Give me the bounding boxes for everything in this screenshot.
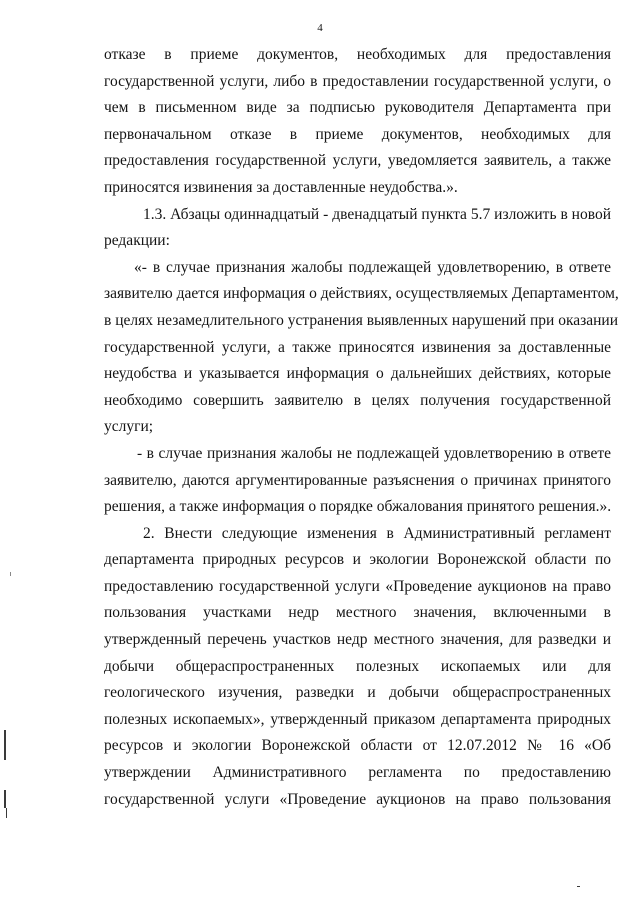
text-line: добычи общераспространенных полезных ископаемых или для [104,657,611,675]
scan-artifact [4,790,6,808]
paragraph-1-3-start: 1.3. Абзацы одиннадцатый - двенадцатый пункта 5.7 изложить в новой [143,205,611,223]
document-body [104,42,619,813]
text-line: предоставления государственной услуги, уведомляется заявитель, а также [104,152,611,170]
text-line: пользования участками недр местного значения, включенными в [104,604,611,622]
text-line: необходимо совершить заявителю в целях получения государственной [104,391,611,409]
text-line: приносятся извинения за доставленные неудобства.». [104,178,458,196]
page-number: 4 [317,22,323,34]
text-line: первоначальном отказе в приеме документов, необходимых для [104,125,611,143]
text-line: отказе в приеме документов, необходимых для предоставления [104,46,611,63]
text-line: полезных ископаемых», утвержденный приказом департамента природных [104,710,611,728]
text-line: утвержденный перечень участков недр местного значения, для разведки и [104,631,611,649]
text-line: предоставлению государственной услуги «Проведение аукционов на право [104,577,611,595]
text-line: решения, а также информация о порядке обжалования принятого решения.». [104,498,612,516]
text-line: заявителю дается информация о действиях, осуществляемых Департаментом, [104,285,619,303]
text-line: государственной услуги, а также приносятся извинения за доставленные [104,338,611,356]
text-line: государственной услуги, либо в предоставлении государственной услуги, о [104,72,611,90]
scan-artifact [10,572,11,576]
text-line: геологического изучения, разведки и добычи общераспространенных [104,684,611,702]
text-line: государственной услуги «Проведение аукционов на право пользования [104,790,611,808]
text-line: в целях незамедлительного устранения выявленных нарушений при оказании [104,311,619,329]
text-line: чем в письменном виде за подписью руководителя Департамента при [104,99,611,117]
scan-artifact [4,730,6,760]
text-line: редакции: [104,232,170,250]
quote-paragraph-start: «- в случае признания жалобы подлежащей удовлетворению, в ответе [134,258,611,276]
text-line: неудобства и указывается информация о дальнейших действиях, которые [104,365,611,383]
text-line: утверждении Административного регламента по предоставлению [104,764,611,782]
text-line: заявителю, даются аргументированные разъяснения о причинах принятого [104,471,611,489]
paragraph-2-start: 2. Внести следующие изменения в Административный регламент [143,524,611,542]
scan-artifact [577,886,580,887]
second-bullet-start: - в случае признания жалобы не подлежащей удовлетворению в ответе [137,444,611,462]
text-line: услуги; [104,418,154,436]
text-line: ресурсов и экологии Воронежской области от 12.07.2012 № 16 «Об [104,737,611,755]
scan-artifact [6,808,7,818]
text-line: департамента природных ресурсов и экологии Воронежской области по [104,551,611,569]
